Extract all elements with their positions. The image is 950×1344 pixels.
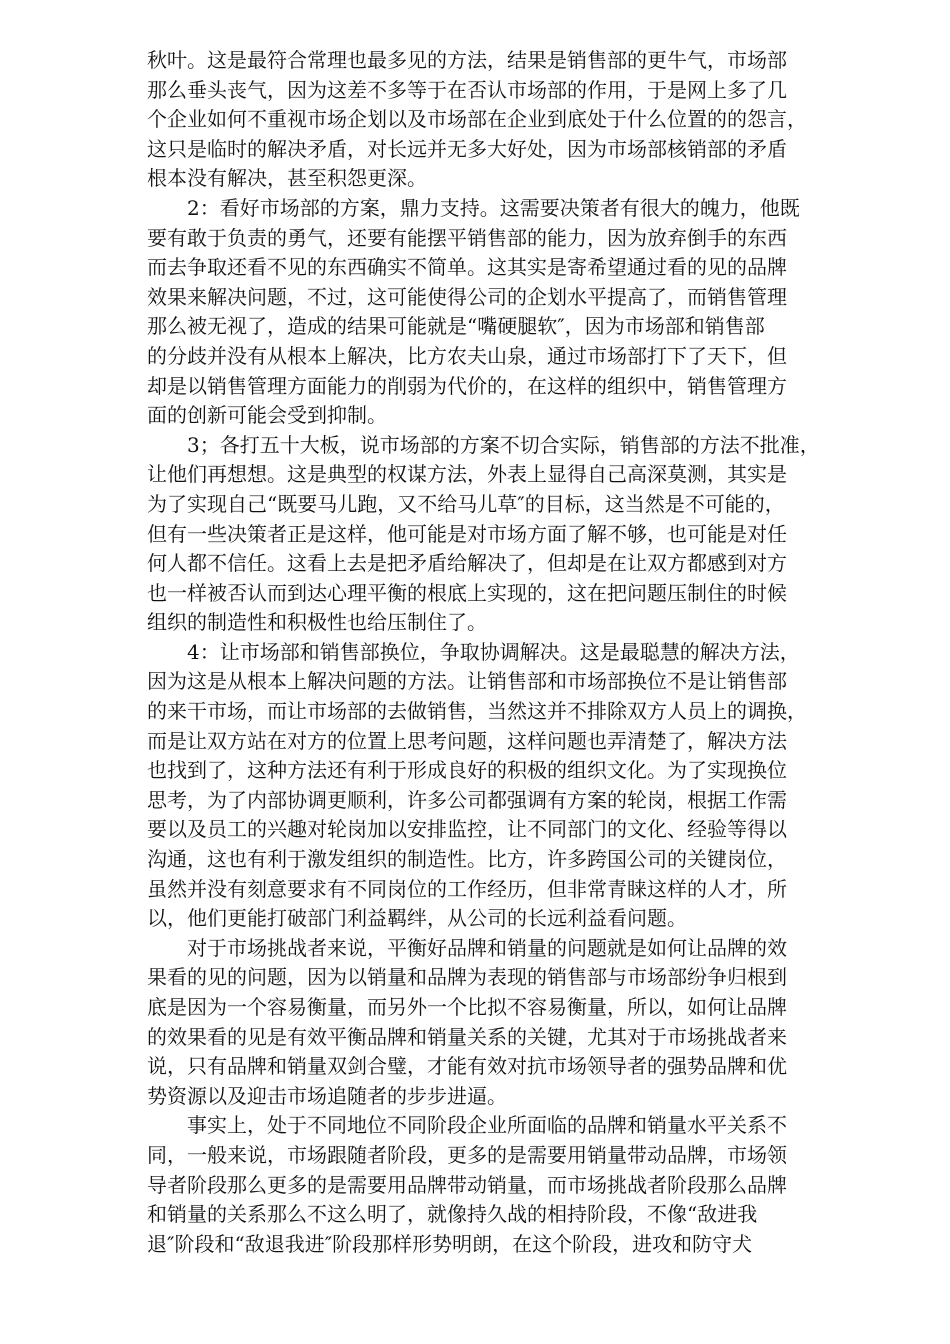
text-line: 让他们再想想。这是典型的权谋方法，外表上显得自己高深莫测，其实是 <box>147 462 787 487</box>
text-line: 那么垂头丧气，因为这差不多等于在否认市场部的作用，于是网上多了几 <box>147 77 787 102</box>
paragraph-6 <box>147 1111 887 1259</box>
text-line: 却是以销售管理方面能力的削弱为代价的，在这样的组织中，销售管理方 <box>147 373 787 398</box>
text-line: 个企业如何不重视市场企划以及市场部在企业到底处于什么位置的的怨言， <box>147 107 807 132</box>
text-line: 因为这是从根本上解决问题的方法。让销售部和市场部换位不是让销售部 <box>147 669 787 694</box>
paragraph-2 <box>147 194 887 431</box>
text-line: 的分歧并没有从根本上解决，比方农夫山泉，通过市场部打下了天下，但 <box>147 343 787 368</box>
text-line: 要有敢于负责的勇气，还要有能摆平销售部的能力，因为放弃倒手的东西 <box>147 225 787 250</box>
text-line: 以，他们更能打破部门利益羁绊，从公司的长远利益看问题。 <box>147 906 687 931</box>
paragraph-1 <box>147 46 887 194</box>
text-line: 沟通，这也有利于激发组织的制造性。比方，许多跨国公司的关键岗位， <box>147 847 787 872</box>
paragraph-4 <box>147 638 887 934</box>
text-line: 的效果看的见是有效平衡品牌和销量关系的关键，尤其对于市场挑战者来 <box>147 1024 787 1049</box>
text-line: 根本没有解决，甚至积怨更深。 <box>147 166 427 191</box>
document-body <box>147 46 887 1259</box>
text-line: 而去争取还看不见的东西确实不简单。这其实是寄希望通过看的见的品牌 <box>147 255 787 280</box>
text-line: 的来干市场，而让市场部的去做销售，当然这并不排除双方人员上的调换， <box>147 699 807 724</box>
text-line: 虽然并没有刻意要求有不同岗位的工作经历，但非常青睐这样的人才，所 <box>147 876 787 901</box>
paragraph-5 <box>147 934 887 1112</box>
text-line: 说，只有品牌和销量双剑合璧，才能有效对抗市场领导者的强势品牌和优 <box>147 1054 787 1079</box>
text-line: 果看的见的问题，因为以销量和品牌为表现的销售部与市场部纷争归根到 <box>147 965 787 990</box>
text-line: 也一样被否认而到达心理平衡的根底上实现的，这在把问题压制住的时候 <box>147 580 787 605</box>
text-line: 3；各打五十大板，说市场部的方案不切合实际，销售部的方法不批准， <box>147 432 820 457</box>
text-line: 思考，为了内部协调更顺利，许多公司都强调有方案的轮岗，根据工作需 <box>147 787 787 812</box>
text-line: 秋叶。这是最符合常理也最多见的方法，结果是销售部的更牛气，市场部 <box>147 48 787 72</box>
text-line: 那么被无视了，造成的结果可能就是“嘴硬腿软″，因为市场部和销售部 <box>147 314 765 339</box>
text-line: 底是因为一个容易衡量，而另外一个比拟不容易衡量，所以，如何让品牌 <box>147 995 787 1019</box>
text-line: 4：让市场部和销售部换位，争取协调解决。这是最聪慧的解决方法， <box>147 639 800 664</box>
text-line: 也找到了，这种方法还有利于形成良好的积极的组织文化。为了实现换位 <box>147 758 787 783</box>
text-line: 导者阶段那么更多的是需要用品牌带动销量，而市场挑战者阶段那么品牌 <box>147 1172 787 1197</box>
text-line: 效果来解决问题，不过，这可能使得公司的企划水平提高了，而销售管理 <box>147 284 787 309</box>
text-line: 要以及员工的兴趣对轮岗加以安排监控，让不同部门的文化、经验等得以 <box>147 817 787 842</box>
paragraph-3 <box>147 431 887 638</box>
text-line: 组织的制造性和积极性也给压制住了。 <box>147 610 487 635</box>
text-line: 这只是临时的解决矛盾，对长远并无多大好处，因为市场部核销部的矛盾 <box>147 136 787 161</box>
text-line: 势资源以及迎击市场追随者的步步进逼。 <box>147 1083 507 1108</box>
text-line: 退″阶段和“敌退我进″阶段那样形势明朗，在这个阶段，进攻和防守犬 <box>147 1231 753 1256</box>
text-line: 同，一般来说，市场跟随者阶段，更多的是需要用销量带动品牌，市场领 <box>147 1142 787 1167</box>
text-line: 而是让双方站在对方的位置上思考问题，这样问题也弄清楚了，解决方法 <box>147 728 787 753</box>
text-line: 事实上，处于不同地位不同阶段企业所面临的品牌和销量水平关系不 <box>147 1113 787 1138</box>
text-line: 面的创新可能会受到抑制。 <box>147 403 387 428</box>
text-line: 2：看好市场部的方案，鼎力支持。这需要决策者有很大的魄力，他既 <box>147 195 800 220</box>
text-line: 和销量的关系那么不这么明了，就像持久战的相持阶段，不像“敌进我 <box>147 1202 758 1227</box>
text-line: 为了实现自己“既要马儿跑，又不给马儿草″的目标，这当然是不可能的， <box>147 491 785 516</box>
text-line: 但有一些决策者正是这样，他可能是对市场方面了解不够，也可能是对任 <box>147 521 787 546</box>
text-line: 对于市场挑战者来说，平衡好品牌和销量的问题就是如何让品牌的效 <box>147 935 787 960</box>
text-line: 何人都不信任。这看上去是把矛盾给解决了，但却是在让双方都感到对方 <box>147 551 787 576</box>
